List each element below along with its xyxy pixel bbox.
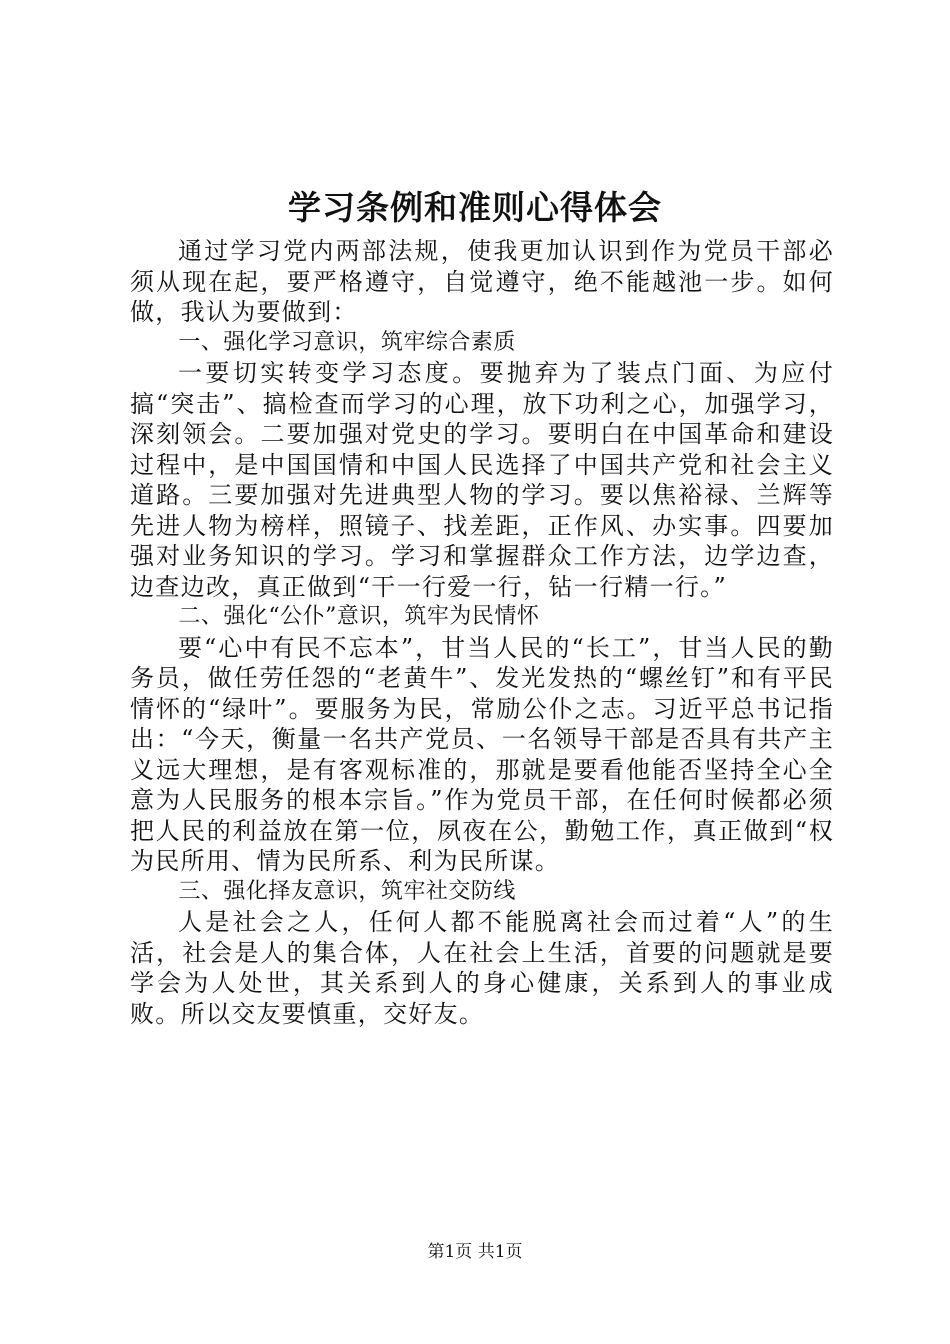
paragraph-section-2: 要“心中有民不忘本”，甘当人民的“长工”，甘当人民的勤务员，做任劳任怨的“老黄牛”、发光发热的“螺丝钉”和有平民情怀的“绿叶”。要服务为民，常励公仆之志。习近平总书记指出：“今天，衡量一名共产党员、一名领导干部是否具有共产主义远大理想，是有客观标准的，那就是要看他能否坚持全心全意为人民服务的根本宗旨。”作为党员干部，在任何时候都必须把人民的利益放在第一位，夙夜在公，勤勉工作，真正做到“权为民所用、情为民所系、利为民所谋。 [130,633,834,875]
page-footer: 第1页 共1页 [427,1242,523,1262]
document-title: 学习条例和准则心得体会 [288,188,662,227]
paragraph-intro: 通过学习党内两部法规，使我更加认识到作为党员干部必须从现在起，要严格遵守，自觉遵守，绝不能越池一步。如何做，我认为要做到： [130,237,834,326]
section-heading-3: 三、强化择友意识，筑牢社交防线 [178,878,516,904]
paragraph-section-1: 一要切实转变学习态度。要抛弃为了装点门面、为应付搞“突击”、搞检查而学习的心理，放下功利之心，加强学习，深刻领会。二要加强对党史的学习。要明白在中国革命和建设过程中，是中国国情和中国人民选择了中国共产党和社会主义道路。三要加强对先进典型人物的学习。要以焦裕禄、兰辉等先进人物为榜样，照镜子、找差距，正作风、办实事。四要加强对业务知识的学习。学习和掌握群众工作方法，边学边查，边查边改，真正做到“干一行爱一行，钻一行精一行。” [130,359,834,601]
section-heading-1: 一、强化学习意识，筑牢综合素质 [178,329,516,355]
document-body [130,236,834,1029]
section-heading-2: 二、强化“公仆”意识，筑牢为民情怀 [178,604,540,629]
paragraph-section-3: 人是社会之人，任何人都不能脱离社会而过着“人”的生活，社会是人的集合体，人在社会上生活，首要的问题就是要学会为人处世，其关系到人的身心健康，关系到人的事业成败。所以交友要慎重，交好友。 [130,908,834,1028]
